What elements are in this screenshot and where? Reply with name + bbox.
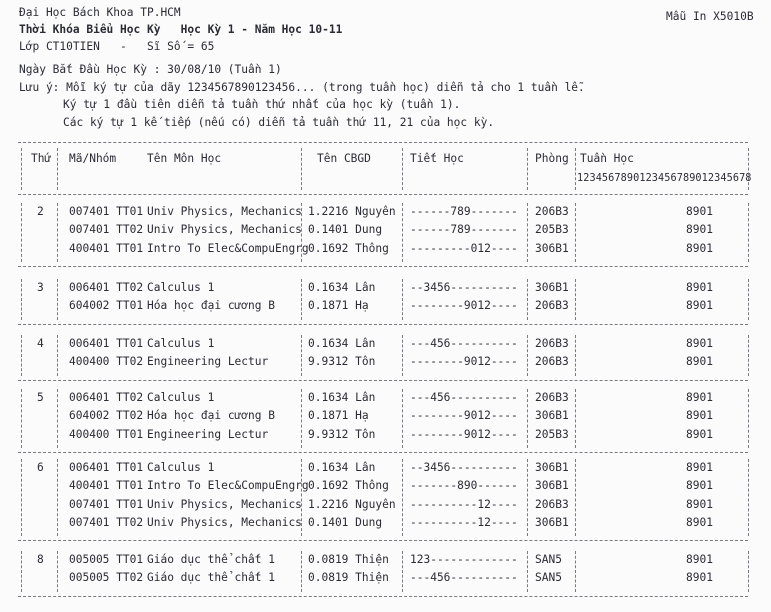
cell-weeks: 8901 [686, 571, 713, 585]
note-line-2: Ký tự 1 đầu tiên diễn tả tuần thứ nhất của học kỳ (tuần 1). [63, 98, 461, 111]
cell-room: SAN5 [535, 571, 562, 585]
col-header-weeks: Tuần Học [580, 152, 634, 165]
cell-course: Intro To Elec&CompuEngrg [147, 241, 309, 255]
cell-course: Hóa học đại cương B [147, 409, 275, 423]
col-header-day: Thứ [31, 152, 52, 165]
column-divider [748, 551, 749, 592]
cell-room: 306B1 [535, 281, 569, 294]
col-header-lecturer: Tên CBGD [317, 152, 371, 165]
cell-lecturer: 0.1401 Dung [308, 223, 383, 237]
cell-weeks: 8901 [686, 409, 713, 423]
note-line-3: Các ký tự 1 kế tiếp (nếu có) diễn tả tuần thứ 11, 21 của học kỳ. [63, 116, 495, 129]
cell-periods: -------890------ [410, 479, 518, 493]
cell-code: 006401 TT02 [69, 391, 144, 404]
cell-periods: ------789------- [410, 223, 518, 237]
cell-periods: ------789------- [410, 205, 518, 218]
cell-weeks: 8901 [686, 427, 713, 441]
cell-room: 206B3 [535, 355, 569, 369]
header-column-divider [402, 148, 403, 190]
cell-room: 206B3 [535, 205, 569, 218]
cell-day: 4 [37, 337, 44, 350]
cell-room: 306B1 [535, 461, 569, 474]
cell-room: 306B1 [535, 515, 569, 529]
column-divider [21, 335, 22, 376]
cell-course: Univ Physics, Mechanics [147, 497, 302, 511]
cell-course: Giáo dục thể chất 1 [147, 571, 275, 585]
cell-weeks: 8901 [686, 497, 713, 511]
cell-course: Calculus 1 [147, 337, 215, 350]
column-divider [21, 203, 22, 262]
column-divider [301, 551, 302, 592]
cell-day: 3 [37, 281, 44, 294]
cell-room: 206B3 [535, 391, 569, 404]
col-header-periods: Tiết Học [410, 152, 464, 165]
cell-weeks: 8901 [686, 461, 713, 474]
cell-periods: 123------------- [410, 553, 518, 566]
table-header-rule [18, 194, 748, 195]
class-info: Lớp CT10TIEN - Sĩ Số = 65 [19, 40, 215, 53]
cell-lecturer: 0.1871 Hạ [308, 299, 369, 313]
cell-periods: --------9012---- [410, 299, 518, 313]
column-divider [748, 203, 749, 262]
cell-course: Calculus 1 [147, 461, 215, 474]
cell-code: 604002 TT01 [69, 299, 144, 313]
cell-periods: --------9012---- [410, 409, 518, 423]
column-divider [575, 551, 576, 592]
cell-day: 8 [37, 553, 44, 566]
cell-code: 007401 TT02 [69, 515, 144, 529]
column-divider [21, 551, 22, 592]
column-divider [301, 389, 302, 448]
cell-code: 006401 TT01 [69, 337, 144, 350]
column-divider [57, 203, 58, 262]
col-header-room: Phòng [535, 152, 569, 165]
cell-room: 206B3 [535, 299, 569, 313]
group-separator-rule [18, 452, 748, 453]
cell-periods: ---456---------- [410, 337, 518, 350]
cell-room: SAN5 [535, 553, 562, 566]
cell-weeks: 8901 [686, 553, 713, 566]
cell-weeks: 8901 [686, 391, 713, 404]
cell-weeks: 8901 [686, 223, 713, 237]
cell-day: 5 [37, 391, 44, 404]
cell-lecturer: 0.0819 Thiện [308, 553, 389, 566]
cell-periods: --------9012---- [410, 355, 518, 369]
cell-weeks: 8901 [686, 355, 713, 369]
cell-course: Univ Physics, Mechanics [147, 223, 302, 237]
page-title: Thời Khóa Biểu Học Kỳ Học Kỳ 1 - Năm Học 10-11 [19, 23, 343, 36]
cell-weeks: 8901 [686, 281, 713, 294]
cell-periods: --3456---------- [410, 461, 518, 474]
cell-lecturer: 1.2216 Nguyên [308, 497, 396, 511]
cell-code: 007401 TT01 [69, 205, 144, 218]
group-separator-rule [18, 266, 748, 267]
cell-periods: --------9012---- [410, 427, 518, 441]
column-divider [748, 459, 749, 536]
cell-weeks: 8901 [686, 205, 713, 218]
cell-room: 206B3 [535, 337, 569, 350]
cell-lecturer: 1.2216 Nguyên [308, 205, 396, 218]
cell-course: Intro To Elec&CompuEngrg [147, 479, 309, 493]
cell-course: Calculus 1 [147, 281, 215, 294]
cell-course: Calculus 1 [147, 391, 215, 404]
cell-lecturer: 0.1692 Thông [308, 479, 389, 493]
column-divider [402, 459, 403, 536]
cell-room: 306B1 [535, 241, 569, 255]
cell-weeks: 8901 [686, 337, 713, 350]
column-divider [402, 335, 403, 376]
university-name: Đại Học Bách Khoa TP.HCM [19, 6, 181, 19]
cell-weeks: 8901 [686, 241, 713, 255]
column-divider [575, 203, 576, 262]
group-separator-rule [18, 596, 748, 597]
cell-lecturer: 0.1871 Hạ [308, 409, 369, 423]
cell-code: 007401 TT02 [69, 223, 144, 237]
cell-course: Engineering Lectur [147, 427, 269, 441]
cell-lecturer: 0.1634 Lân [308, 461, 376, 474]
column-divider [575, 279, 576, 320]
cell-periods: ----------12---- [410, 515, 518, 529]
column-divider [575, 459, 576, 536]
cell-code: 005005 TT02 [69, 571, 144, 585]
group-separator-rule [18, 540, 748, 541]
cell-lecturer: 9.9312 Tôn [308, 427, 376, 441]
form-code: Mẫu In X5010B [666, 10, 754, 23]
cell-lecturer: 0.1634 Lân [308, 281, 376, 294]
column-divider [527, 203, 528, 262]
cell-day: 2 [37, 205, 44, 218]
cell-periods: ---456---------- [410, 571, 518, 585]
cell-code: 006401 TT02 [69, 281, 144, 294]
column-divider [21, 279, 22, 320]
column-divider [748, 335, 749, 376]
cell-lecturer: 0.1634 Lân [308, 337, 376, 350]
cell-code: 005005 TT01 [69, 553, 144, 566]
column-divider [748, 389, 749, 448]
cell-room: 205B3 [535, 427, 569, 441]
cell-lecturer: 0.1634 Lân [308, 391, 376, 404]
cell-periods: ----------12---- [410, 497, 518, 511]
cell-course: Hóa học đại cương B [147, 299, 275, 313]
cell-code: 400401 TT01 [69, 479, 144, 493]
header-column-divider [527, 148, 528, 190]
col-header-course: Tên Môn Học [147, 152, 222, 165]
column-divider [402, 389, 403, 448]
header-column-divider [57, 148, 58, 190]
column-divider [748, 279, 749, 320]
cell-lecturer: 0.1692 Thông [308, 241, 389, 255]
cell-weeks: 8901 [686, 479, 713, 493]
column-divider [21, 459, 22, 536]
header-column-divider [21, 148, 22, 190]
column-divider [527, 389, 528, 448]
cell-course: Engineering Lectur [147, 355, 269, 369]
cell-course: Giáo dục thể chất 1 [147, 553, 275, 566]
cell-lecturer: 0.1401 Dung [308, 515, 383, 529]
note-line-1: Lưu ý: Mỗi ký tự của dãy 1234567890123456... (trong tuần học) diễn tả cho 1 tuần lễ. [19, 81, 585, 94]
cell-room: 206B3 [535, 497, 569, 511]
group-separator-rule [18, 380, 748, 381]
column-divider [57, 279, 58, 320]
cell-room: 306B1 [535, 409, 569, 423]
cell-lecturer: 9.9312 Tôn [308, 355, 376, 369]
column-divider [575, 335, 576, 376]
cell-lecturer: 0.0819 Thiện [308, 571, 389, 585]
column-divider [527, 335, 528, 376]
header-column-divider [748, 148, 749, 190]
cell-periods: --3456---------- [410, 281, 518, 294]
col-header-weeks-digits: 1234567890123456789012345678 [577, 173, 752, 184]
cell-day: 6 [37, 461, 44, 474]
group-separator-rule [18, 324, 748, 325]
column-divider [301, 335, 302, 376]
column-divider [57, 389, 58, 448]
cell-code: 400400 TT01 [69, 427, 144, 441]
cell-course: Univ Physics, Mechanics [147, 515, 302, 529]
column-divider [57, 335, 58, 376]
column-divider [402, 279, 403, 320]
col-header-code: Mã/Nhóm [69, 152, 117, 165]
cell-room: 306B1 [535, 479, 569, 493]
column-divider [575, 389, 576, 448]
cell-code: 604002 TT02 [69, 409, 144, 423]
cell-code: 006401 TT01 [69, 461, 144, 474]
cell-periods: ---456---------- [410, 391, 518, 404]
column-divider [402, 551, 403, 592]
cell-weeks: 8901 [686, 299, 713, 313]
header-column-divider [301, 148, 302, 190]
cell-code: 400400 TT02 [69, 355, 144, 369]
column-divider [21, 389, 22, 448]
cell-periods: ---------012---- [410, 241, 518, 255]
column-divider [527, 459, 528, 536]
table-top-rule [18, 142, 748, 143]
column-divider [57, 551, 58, 592]
cell-room: 205B3 [535, 223, 569, 237]
cell-course: Univ Physics, Mechanics [147, 205, 302, 218]
cell-code: 400401 TT01 [69, 241, 144, 255]
column-divider [402, 203, 403, 262]
cell-weeks: 8901 [686, 515, 713, 529]
column-divider [57, 459, 58, 536]
cell-code: 007401 TT01 [69, 497, 144, 511]
column-divider [527, 279, 528, 320]
semester-start: Ngày Bắt Đầu Học Kỳ : 30/08/10 (Tuần 1) [19, 63, 282, 76]
column-divider [527, 551, 528, 592]
column-divider [301, 279, 302, 320]
header-column-divider [575, 148, 576, 190]
